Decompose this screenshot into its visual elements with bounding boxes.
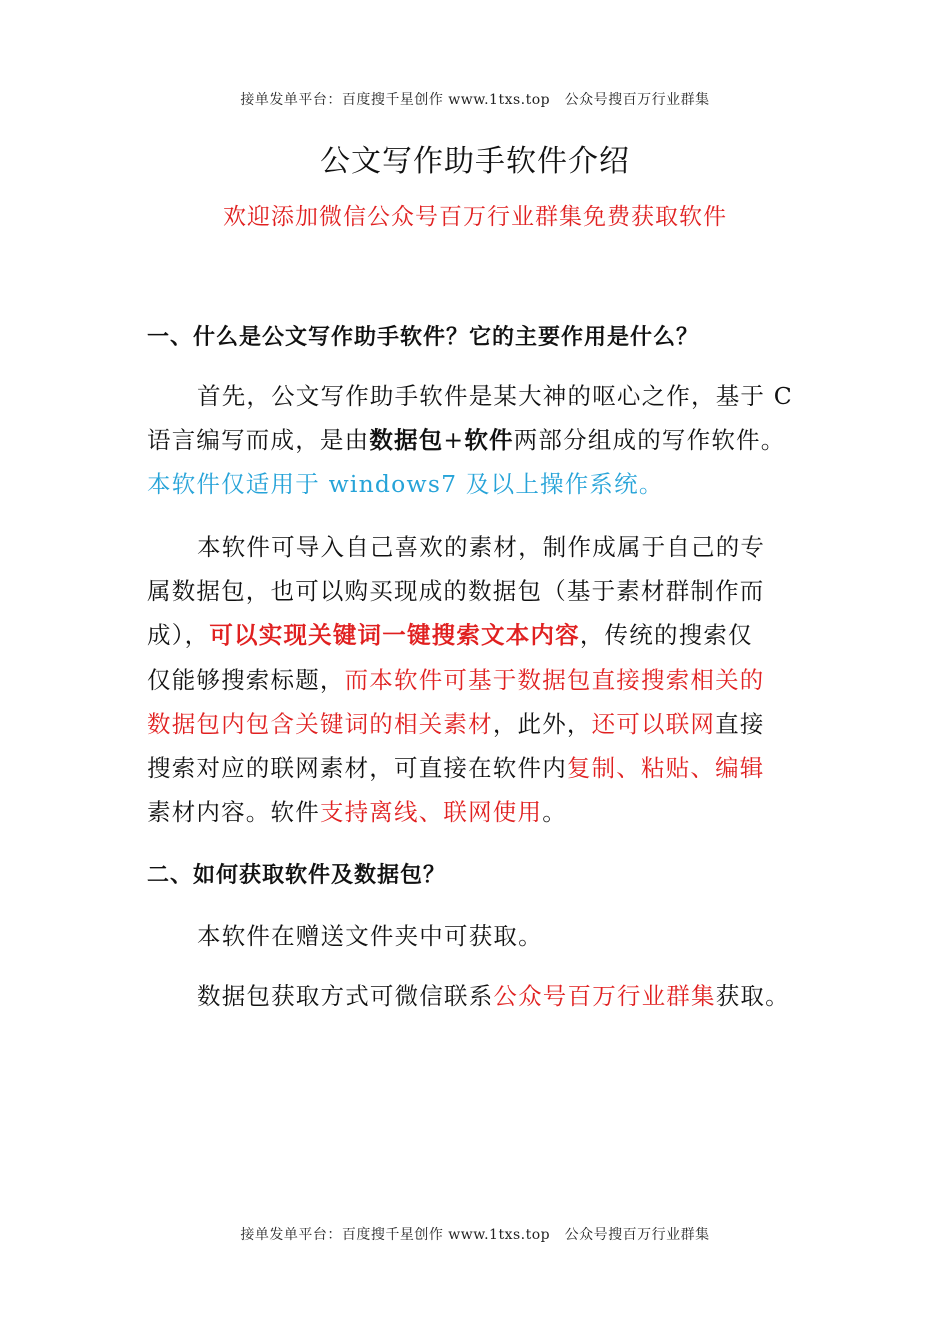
- s2-p2-text: 数据包获取方式可微信联系: [197, 982, 494, 1010]
- p2-line7: [147, 790, 810, 834]
- page-header: 接单发单平台：百度搜千星创作 www.1txs.top 公众号搜百万行业群集: [240, 92, 710, 108]
- p2-line3: [147, 613, 810, 657]
- p1-line2-end: 两部分组成的写作软件。: [513, 426, 786, 455]
- p2-line4: [147, 658, 810, 702]
- p1-data-package: 数据包: [369, 426, 444, 455]
- section1-heading: 一、什么是公文写作助手软件？它的主要作用是什么？: [147, 324, 700, 350]
- section1-paragraph1: [147, 374, 810, 507]
- p2-l6-text: 搜索对应的联网素材，可直接在软件内: [147, 754, 567, 783]
- p2-l6-highlight: 复制、粘贴、编辑: [566, 754, 765, 783]
- p2-l7-text: 素材内容。软件: [147, 798, 320, 827]
- p1-line2-text: 语言编写而成，是由: [147, 426, 370, 455]
- p2-l3-text: 成），: [147, 621, 210, 650]
- s2-p2-end: 获取。: [715, 982, 790, 1010]
- section1-paragraph2: [147, 525, 810, 834]
- p2-l4-highlight: 而本软件可基于数据包直接搜索相关的: [344, 665, 765, 694]
- document-title: 公文写作助手软件介绍: [320, 144, 630, 179]
- p1-software: 软件: [464, 426, 514, 455]
- p2-l5-end: 直接: [715, 709, 765, 738]
- p2-l5-online-highlight: 还可以联网: [591, 709, 716, 738]
- p2-l7-end: 。: [542, 798, 567, 827]
- p2-l4-text: 仅能够搜索标题，: [147, 665, 345, 694]
- p2-l5-text: ，此外，: [492, 709, 592, 738]
- page-footer: 接单发单平台：百度搜千星创作 www.1txs.top 公众号搜百万行业群集: [240, 1227, 710, 1243]
- s2-p2-line: [147, 974, 810, 1018]
- s2-p1-line: 本软件在赠送文件夹中可获取。: [197, 922, 543, 950]
- p1-line1: 首先，公文写作助手软件是某大神的呕心之作，基于 C: [197, 382, 793, 410]
- p2-l7-highlight: 支持离线、联网使用: [319, 798, 543, 827]
- document-subtitle: 欢迎添加微信公众号百万行业群集免费获取软件: [223, 204, 727, 230]
- s2-p2-highlight: 公众号百万行业群集: [493, 982, 716, 1010]
- p2-l5-highlight: 数据包内包含关键词的相关素材: [147, 709, 493, 738]
- p1-os-note: 本软件仅适用于 windows7 及以上操作系统。: [147, 470, 664, 499]
- p2-l3-end: ，传统的搜索仅: [579, 621, 753, 650]
- p2-line6: [147, 746, 810, 790]
- section2-paragraph2: [147, 974, 810, 1018]
- p1-line2: [147, 418, 810, 462]
- p2-line2: 属数据包，也可以购买现成的数据包（基于素材群制作而: [147, 577, 765, 606]
- p2-line5: [147, 702, 810, 746]
- p2-keyword-search-highlight: 可以实现关键词一键搜索文本内容: [209, 621, 580, 650]
- section2-heading: 二、如何获取软件及数据包？: [147, 862, 447, 888]
- p2-line1: 本软件可导入自己喜欢的素材，制作成属于自己的专: [197, 533, 766, 561]
- section2-paragraph1: [147, 914, 810, 958]
- p1-plus: +: [443, 426, 465, 455]
